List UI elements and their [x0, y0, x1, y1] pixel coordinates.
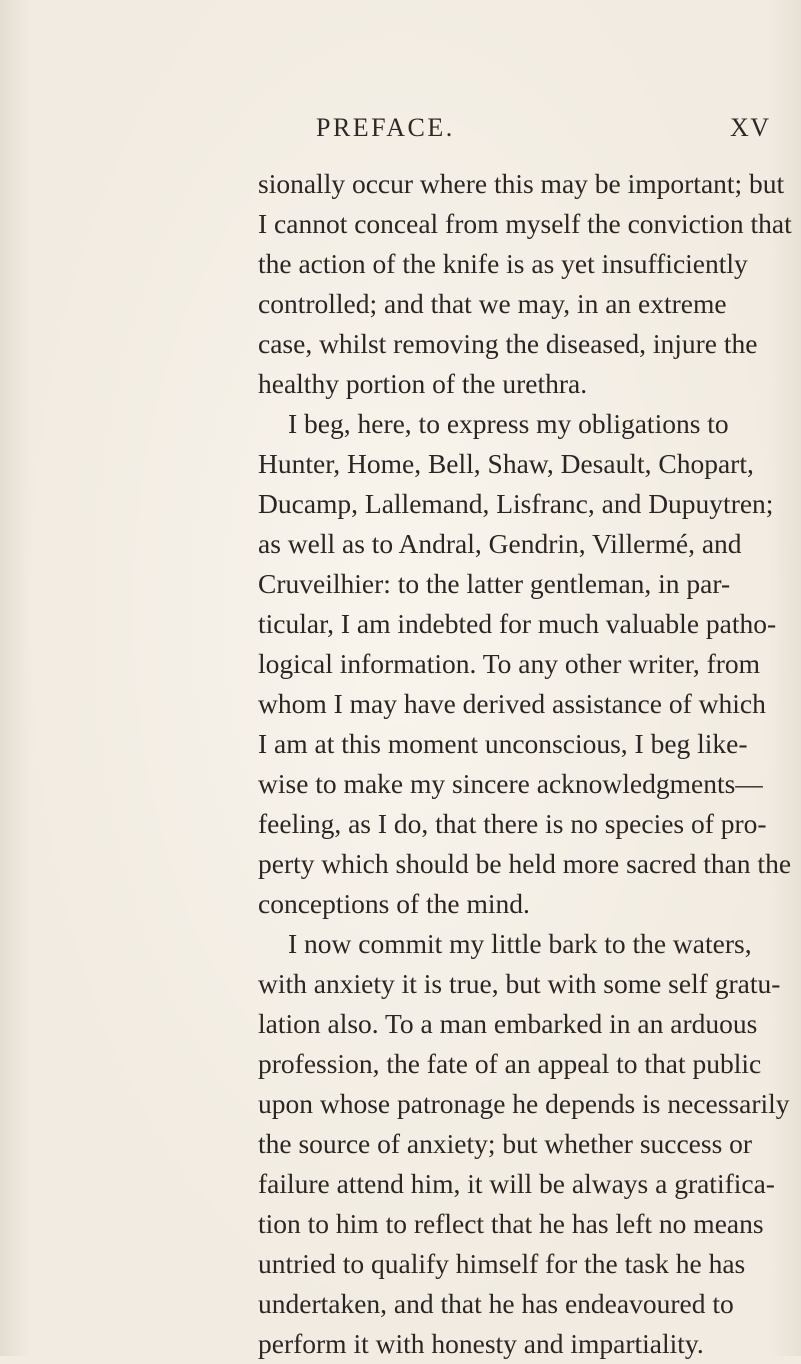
text-line: case, whilst removing the diseased, injure the: [258, 328, 758, 359]
text-line: as well as to Andral, Gendrin, Villermé, and: [258, 528, 742, 559]
paragraph-start-line: I now commit my little bark to the waters,: [288, 928, 752, 959]
page-header: [0, 113, 801, 143]
text-line: perty which should be held more sacred than the: [258, 848, 792, 879]
text-line: I am at this moment unconscious, I beg like-: [258, 728, 748, 759]
text-line: the source of anxiety; but whether success or: [258, 1128, 753, 1159]
text-line: Ducamp, Lallemand, Lisfranc, and Dupuytren;: [258, 488, 774, 519]
text-line: with anxiety it is true, but with some self gratu-: [258, 968, 781, 999]
text-line: feeling, as I do, that there is no species of pro-: [258, 808, 767, 839]
text-line: untried to qualify himself for the task he has: [258, 1248, 746, 1279]
text-line: perform it with honesty and impartiality.: [258, 1328, 704, 1359]
paragraph-start-line: I beg, here, to express my obligations to: [288, 408, 729, 439]
text-line: conceptions of the mind.: [258, 888, 530, 919]
text-line: upon whose patronage he depends is necessarily: [258, 1088, 790, 1119]
text-line: Cruveilhier: to the latter gentleman, in par-: [258, 568, 731, 599]
text-line: sionally occur where this may be important; but: [258, 168, 785, 199]
running-title: PREFACE.: [316, 113, 455, 142]
text-line: tion to him to reflect that he has left no means: [258, 1208, 764, 1239]
text-line: profession, the fate of an appeal to that public: [258, 1048, 762, 1079]
text-line: failure attend him, it will be always a gratifica-: [258, 1168, 775, 1199]
text-line: logical information. To any other writer, from: [258, 648, 761, 679]
text-line: lation also. To a man embarked in an arduous: [258, 1008, 758, 1039]
text-line: the action of the knife is as yet insufficiently: [258, 248, 748, 279]
page-number: XV: [730, 113, 771, 142]
text-line: ticular, I am indebted for much valuable patho-: [258, 608, 777, 639]
text-line: controlled; and that we may, in an extreme: [258, 288, 727, 319]
text-line: wise to make my sincere acknowledgments—: [258, 768, 763, 799]
text-line: healthy portion of the urethra.: [258, 368, 588, 399]
text-line: I cannot conceal from myself the conviction that: [258, 208, 792, 239]
text-line: undertaken, and that he has endeavoured to: [258, 1288, 734, 1319]
text-line: whom I may have derived assistance of which: [258, 688, 766, 719]
text-line: Hunter, Home, Bell, Shaw, Desault, Chopart,: [258, 448, 754, 479]
